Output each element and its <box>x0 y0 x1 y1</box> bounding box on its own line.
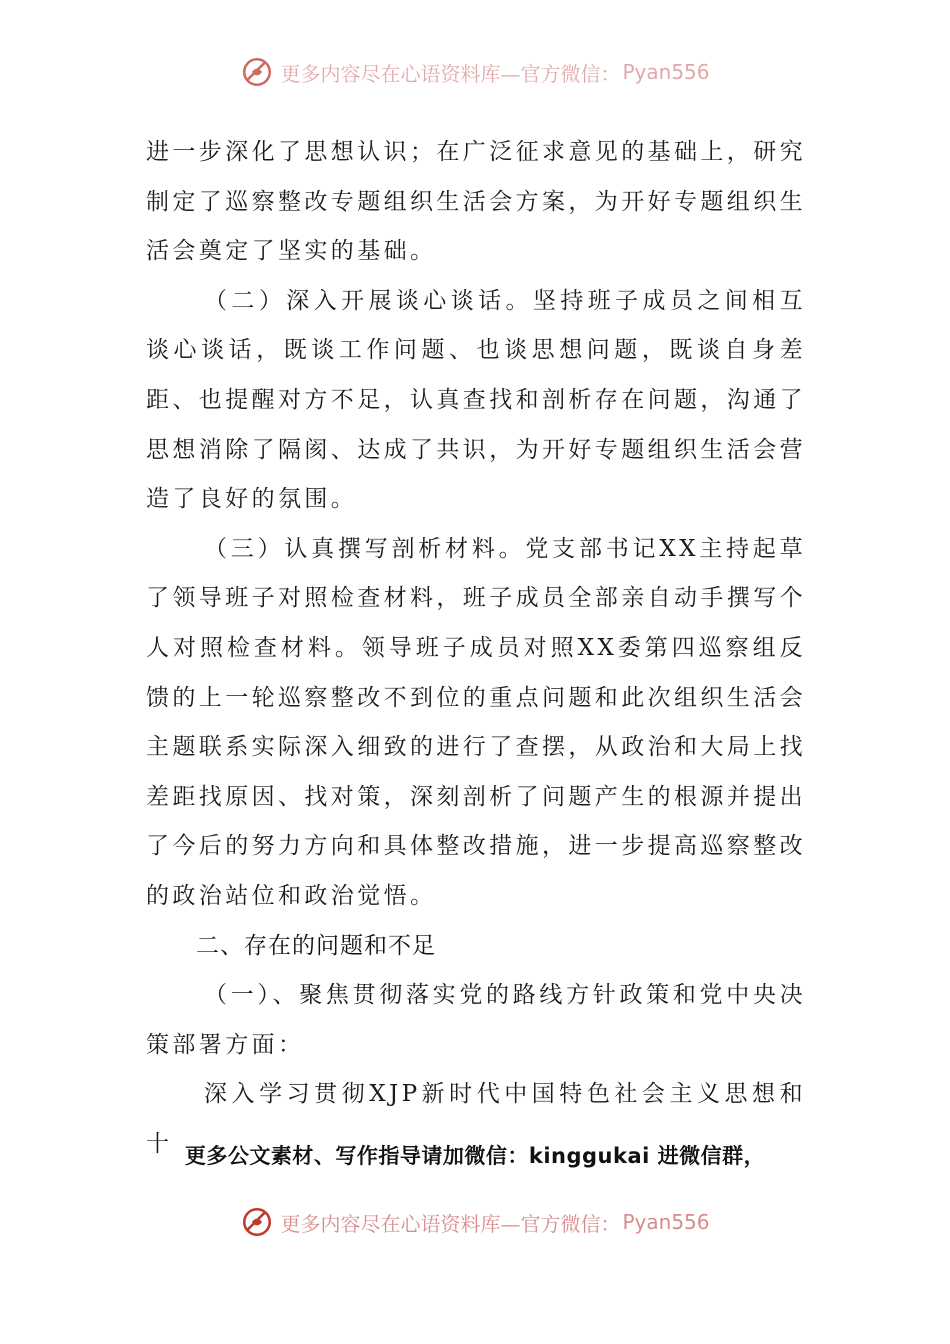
brand-logo-icon <box>240 55 274 89</box>
section-heading: 二、存在的问题和不足 <box>196 932 436 959</box>
promo-line: 更多公文素材、写作指导请加微信：kinggukai 进微信群， <box>184 1144 766 1168</box>
watermark-footer <box>0 1205 950 1239</box>
document-body <box>146 128 806 1169</box>
paragraph-3: （三）认真撰写剖析材料。党支部书记XX主持起草了领导班子对照检查材料，班子成员全部亲自动手撰写个人对照检查材料。领导班子成员对照XX委第四巡察组反馈的上一轮巡察整改不到位的重点问题和此次组织生活会主题联系实际深入细致的进行了查摆，从政治和大局上找差距找原因、找对策，深刻剖析了问题产生的根源并提出了今后的努力方向和具体整改措施，进一步提高巡察整改的政治站位和政治觉悟。 <box>146 535 806 909</box>
watermark-text: 更多内容尽在心语资料库—官方微信： <box>280 1211 621 1236</box>
brand-logo-icon <box>240 1205 274 1239</box>
watermark-wechat-id: Pyan556 <box>622 1210 710 1234</box>
watermark-text: 更多内容尽在心语资料库—官方微信： <box>280 61 621 86</box>
paragraph-1: 进一步深化了思想认识；在广泛征求意见的基础上，研究制定了巡察整改专题组织生活会方案，为开好专题组织生活会奠定了坚实的基础。 <box>146 139 806 265</box>
watermark-wechat-id: Pyan556 <box>622 60 710 84</box>
paragraph-4: 深入学习贯彻XJP新时代中国特色社会主义思想和十 <box>146 1081 806 1157</box>
watermark-header <box>0 55 950 89</box>
subsection-heading: （一）、聚焦贯彻落实党的路线方针政策和党中央决策部署方面： <box>146 982 806 1058</box>
paragraph-2: （二）深入开展谈心谈话。坚持班子成员之间相互谈心谈话，既谈工作问题、也谈思想问题，既谈自身差距、也提醒对方不足，认真查找和剖析存在问题，沟通了思想消除了隔阂、达成了共识，为开好专题组织生活会营造了良好的氛围。 <box>146 287 806 513</box>
